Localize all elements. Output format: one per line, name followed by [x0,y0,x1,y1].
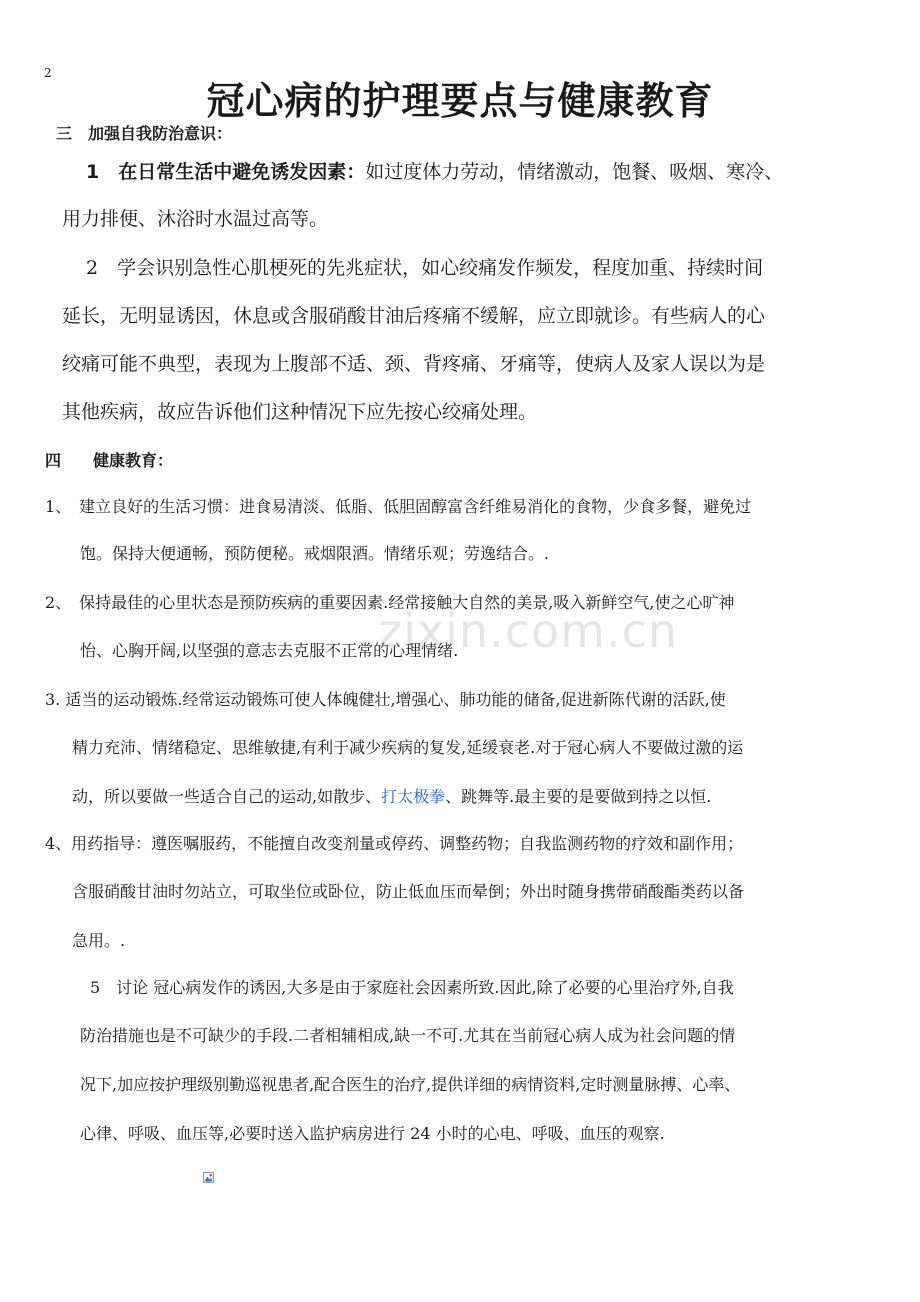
paragraph-1-line-2: 饱。保持大便通畅，预防便秘。戒烟限酒。情绪乐观；劳逸结合。. [80,544,550,563]
paragraph-5-line-4: 心律、呼吸、血压等,必要时送入监护病房进行 24 小时的心电、呼吸、血压的观察. [80,1124,665,1143]
paragraph-3-line-1: 3. 适当的运动锻炼.经常运动锻炼可使人体魄健壮,增强心、肺功能的储备,促进新陈代谢的活跃,使 [45,690,726,709]
paragraph-3-line-2: 精力充沛、情绪稳定、思维敏捷,有利于减少疾病的复发,延缓衰老.对于冠心病人不要做过激的运 [72,738,744,757]
section-3-heading: 三 加强自我防治意识： [56,124,233,143]
page-number: 2 [44,66,52,80]
paragraph-5-line-2: 防治措施也是不可缺少的手段.二者相辅相成,缺一不可.尤其在当前冠心病人成为社会问题的情 [80,1026,736,1045]
section-3-item-2-line-3: 绞痛可能不典型，表现为上腹部不适、颈、背疼痛、牙痛等，使病人及家人误以为是 [62,353,766,375]
section-3-item-1-text: 如过度体力劳动，情绪激动，饱餐、吸烟、寒冷、 [365,161,784,183]
paragraph-3-line-3-start: 动，所以要做一些适合自己的运动,如散步、 [72,787,382,806]
paragraph-5-line-1: 5 讨论 冠心病发作的诱因,大多是由于家庭社会因素所致.因此,除了必要的心里治疗外,自我 [90,978,734,997]
section-4-heading: 四 健康教育： [45,451,174,470]
taichi-link[interactable]: 打太极拳 [381,787,446,806]
paragraph-4-line-1: 4、用药指导：遵医嘱服药，不能擅自改变剂量或停药、调整药物；自我监测药物的疗效和副作用； [45,834,744,853]
paragraph-1-line-1: 1、 建立良好的生活习惯：进食易清淡、低脂、低胆固醇富含纤维易消化的食物，少食多餐，避免过 [45,497,752,516]
section-3-item-2-line-2: 延长，无明显诱因，休息或含服硝酸甘油后疼痛不缓解，应立即就诊。有些病人的心 [62,305,766,327]
paragraph-4-line-2: 含服硝酸甘油时勿站立，可取坐位或卧位，防止低血压而晕倒；外出时随身携带硝酸酯类药以备 [72,882,745,901]
section-3-item-2-line-1: 2 学会识别急性心肌梗死的先兆症状，如心绞痛发作频发，程度加重、持续时间 [86,257,764,279]
paragraph-3-line-3-end: 、跳舞等.最主要的是要做到持之以恒. [445,787,712,806]
paragraph-4-line-3: 急用。. [72,931,126,950]
watermark: zixin.com.cn [378,604,679,658]
paragraph-5-line-3: 况下,加应按护理级别勤巡视患者,配合医生的治疗,提供详细的病情资料,定时测量脉搏、心率、 [80,1075,741,1094]
broken-image-icon [203,1172,214,1183]
section-3-item-1-line-1 [86,157,783,184]
section-3-item-1-label: 1 在日常生活中避免诱发因素： [86,161,366,183]
section-3-item-2-line-4: 其他疾病，故应告诉他们这种情况下应先按心绞痛处理。 [62,401,538,423]
section-3-item-1-line-2: 用力排便、沐浴时水温过高等。 [62,208,329,230]
paragraph-2-line-2: 怡、心胸开阔,以坚强的意志去克服不正常的心理情绪. [80,641,459,660]
page-title: 冠心病的护理要点与健康教育 [206,79,714,123]
paragraph-3-line-3 [72,784,711,807]
paragraph-2-line-1: 2、 保持最佳的心里状态是预防疾病的重要因素.经常接触大自然的美景,吸入新鲜空气,使之心旷神 [45,593,735,612]
